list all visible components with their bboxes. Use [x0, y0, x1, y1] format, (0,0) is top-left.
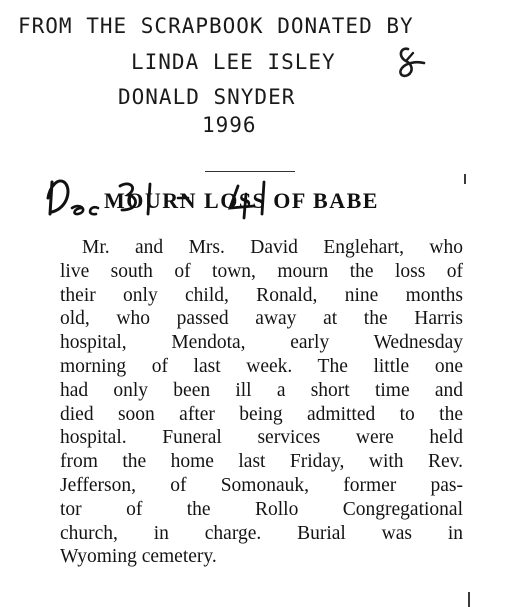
- article-line: church, in charge. Burial was in: [60, 522, 463, 544]
- article-line: hospital. Funeral services were held: [60, 427, 463, 449]
- donor-name-2: DONALD SNYDER: [118, 85, 296, 109]
- article-line: died soon after being admitted to the: [60, 403, 463, 425]
- donor-name-1: LINDA LEE ISLEY: [131, 50, 336, 74]
- donation-year: 1996: [202, 113, 257, 137]
- donation-header-line-1: FROM THE SCRAPBOOK DONATED BY: [18, 14, 414, 38]
- article-line: old, who passed away at the Harris: [60, 308, 463, 330]
- article-line: Wyoming cemetery.: [60, 546, 217, 568]
- article-line: had only been ill a short time and: [60, 379, 463, 401]
- article-line: from the home last Friday, with Rev.: [60, 451, 463, 473]
- article-line: Jefferson, of Somonauk, former pas-: [60, 474, 463, 496]
- clipping-edge-mark-bottom: [468, 592, 470, 607]
- article-line: live south of town, mourn the loss of: [60, 260, 463, 282]
- clipping-headline: MOURN LOSS OF BABE: [104, 188, 379, 213]
- clipping-article-body: [60, 236, 463, 569]
- article-line: their only child, Ronald, nine months: [60, 284, 463, 306]
- handwritten-ampersand-icon: [386, 45, 428, 79]
- article-line: tor of the Rollo Congregational: [60, 498, 463, 520]
- article-line: Mr. and Mrs. David Englehart, who: [82, 237, 463, 258]
- article-line: morning of last week. The little one: [60, 355, 463, 377]
- clipping-edge-mark-top: [464, 174, 466, 184]
- article-line: hospital, Mendota, early Wednesday: [60, 332, 463, 354]
